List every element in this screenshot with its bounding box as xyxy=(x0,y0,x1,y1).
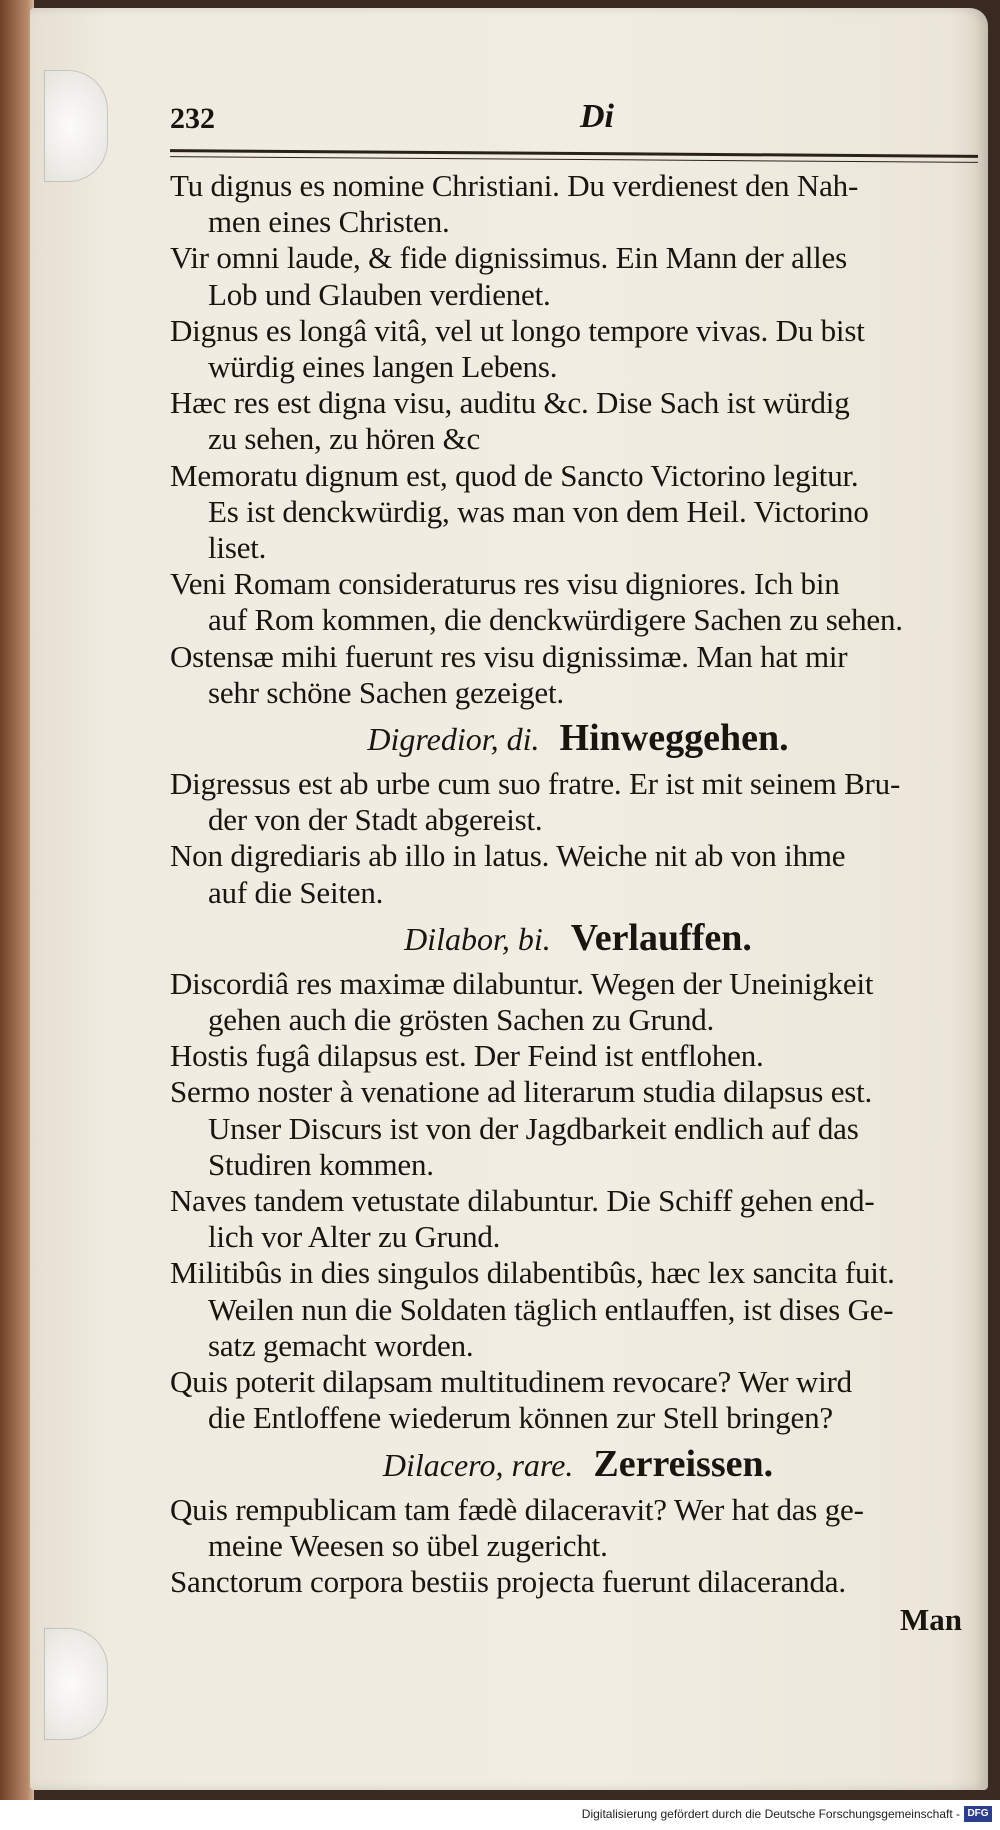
page-header xyxy=(170,98,970,148)
book-edge xyxy=(0,0,34,1800)
headword xyxy=(170,1437,986,1492)
text-line-continuation: Es ist denckwürdig, was man von dem Heil. Victorino xyxy=(208,493,869,529)
catchword: Man xyxy=(900,1602,962,1638)
text-line-continuation: der von der Stadt abgereist. xyxy=(208,802,543,838)
text-line: Ostensæ mihi fuerunt res visu dignissimæ. Man hat mir xyxy=(170,638,848,674)
text-line: Discordiâ res maximæ dilabuntur. Wegen der Uneinigkeit xyxy=(170,965,874,1001)
text-line-continuation: sehr schöne Sachen gezeiget. xyxy=(208,674,564,710)
dictionary-text xyxy=(170,168,986,1640)
text-line: Quis poterit dilapsam multitudinem revocare? Wer wird xyxy=(170,1364,852,1400)
page-number: 232 xyxy=(170,102,215,135)
text-line: Naves tandem vetustate dilabuntur. Die Schiff gehen end- xyxy=(170,1183,875,1219)
headword-german: Zerreissen. xyxy=(593,1442,774,1485)
text-line: Quis rempublicam tam fædè dilaceravit? Wer hat das ge- xyxy=(170,1491,864,1527)
text-line: Hæc res est digna visu, auditu &c. Dise Sach ist würdig xyxy=(170,385,850,421)
text-line: Memoratu dignum est, quod de Sancto Victorino legitur. xyxy=(170,457,859,493)
text-line: Hostis fugâ dilapsus est. Der Feind ist entflohen. xyxy=(170,1038,764,1074)
running-head: Di xyxy=(580,98,614,135)
headword-latin: Dilabor, bi. xyxy=(404,920,551,957)
headword xyxy=(170,711,986,766)
text-line-continuation: satz gemacht worden. xyxy=(208,1327,474,1363)
text-line: Sermo noster à venatione ad literarum studia dilapsus est. xyxy=(170,1074,873,1110)
footer-bar xyxy=(0,1800,1000,1830)
headword-latin: Digredior, di. xyxy=(367,721,540,758)
text-line-continuation: die Entloffene wiederum können zur Stell bringen? xyxy=(208,1400,833,1436)
text-line-continuation: würdig eines langen Lebens. xyxy=(208,349,558,385)
text-line-continuation: auf die Seiten. xyxy=(208,874,384,910)
text-line-continuation: men eines Christen. xyxy=(208,204,450,240)
text-line-continuation: gehen auch die grösten Sachen zu Grund. xyxy=(208,1002,715,1038)
text-line-continuation: Studiren kommen. xyxy=(208,1146,434,1182)
text-line-continuation: liset. xyxy=(208,530,267,566)
text-line: Veni Romam consideraturus res visu digniores. Ich bin xyxy=(170,566,840,602)
headword xyxy=(170,911,986,966)
footer-credit: Digitalisierung gefördert durch die Deutsche Forschungsgemeinschaft - xyxy=(581,1807,960,1821)
text-line: Dignus es longâ vitâ, vel ut longo tempore vivas. Du bist xyxy=(170,312,865,348)
text-line: Non digrediaris ab illo in latus. Weiche nit ab von ihme xyxy=(170,838,846,874)
headword-latin: Dilacero, rare. xyxy=(382,1446,574,1483)
headword-german: Verlauffen. xyxy=(570,916,752,959)
text-line-continuation: lich vor Alter zu Grund. xyxy=(208,1219,501,1255)
text-line: Militibûs in dies singulos dilabentibûs, hæc lex sancita fuit. xyxy=(170,1255,895,1291)
headword-german: Hinweggehen. xyxy=(559,717,789,760)
bookmark-clip-top xyxy=(44,70,108,182)
text-line-continuation: zu sehen, zu hören &c xyxy=(208,421,481,457)
text-line: Sanctorum corpora bestiis projecta fuerunt dilaceranda. xyxy=(170,1563,846,1599)
text-line: Vir omni laude, & fide dignissimus. Ein Mann der alles xyxy=(170,240,847,276)
text-line-continuation: Lob und Glauben verdienet. xyxy=(208,276,551,312)
text-line: Tu dignus es nomine Christiani. Du verdienest den Nah- xyxy=(170,168,859,203)
text-line-continuation: Unser Discurs ist von der Jagdbarkeit endlich auf das xyxy=(208,1110,859,1146)
text-line: Digressus est ab urbe cum suo fratre. Er ist mit seinem Bru- xyxy=(170,766,901,802)
bookmark-clip-bottom xyxy=(44,1628,108,1740)
text-line-continuation: meine Weesen so übel zugericht. xyxy=(208,1527,608,1563)
dfg-logo: DFG xyxy=(964,1806,992,1822)
text-line-continuation: Weilen nun die Soldaten täglich entlauffen, ist dises Ge- xyxy=(208,1291,894,1327)
text-line-continuation: auf Rom kommen, die denckwürdigere Sachen zu sehen. xyxy=(208,602,903,638)
